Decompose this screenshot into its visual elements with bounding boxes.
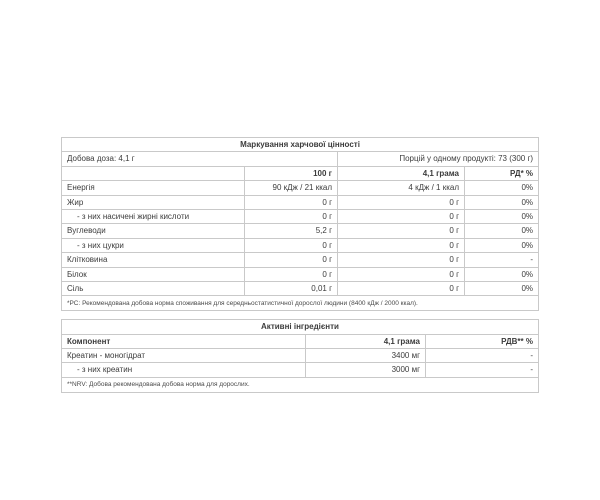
value-rd-percent: -: [465, 253, 539, 267]
row-label: Клітковина: [62, 253, 245, 267]
value-rd-percent: 0%: [465, 209, 539, 223]
nutrition-table: [61, 137, 539, 311]
column-header-rd-percent: РД* %: [465, 166, 539, 180]
label-tables-container: [61, 137, 538, 393]
table-row-energy: [62, 181, 539, 195]
value-per-serving: 4 кДж / 1 ккал: [338, 181, 465, 195]
table-row-salt: [62, 281, 539, 295]
servings-label: Порцій у одному продукті: 73 (300 г): [338, 152, 539, 166]
table-row-carbohydrates: [62, 224, 539, 238]
active-ingredients-table: [61, 319, 539, 393]
row-label: Енергія: [62, 181, 245, 195]
value-per-serving: 0 г: [338, 267, 465, 281]
row-label: Креатин - моногідрат: [62, 349, 306, 363]
table-row-saturated-fat: [62, 209, 539, 223]
ingredients-footnote-row: [62, 377, 539, 392]
value-per-serving: 0 г: [338, 209, 465, 223]
value-per-serving: 0 г: [338, 224, 465, 238]
value-rdv-percent: -: [426, 363, 539, 377]
row-label: Вуглеводи: [62, 224, 245, 238]
value-rd-percent: 0%: [465, 238, 539, 252]
table-row-protein: [62, 267, 539, 281]
value-per-serving: 0 г: [338, 238, 465, 252]
value-rd-percent: 0%: [465, 224, 539, 238]
row-label: Білок: [62, 267, 245, 281]
column-header-100g: 100 г: [245, 166, 338, 180]
nutrition-column-header-row: [62, 166, 539, 180]
value-per-100g: 0 г: [245, 238, 338, 252]
value-per-100g: 0 г: [245, 195, 338, 209]
value-per-serving: 0 г: [338, 253, 465, 267]
value-per-100g: 0 г: [245, 209, 338, 223]
value-per-100g: 0 г: [245, 253, 338, 267]
value-per-serving: 0 г: [338, 195, 465, 209]
column-header-component: Компонент: [62, 334, 306, 348]
column-header-rdv-percent: РДВ** %: [426, 334, 539, 348]
column-header-serving: 4,1 грама: [338, 166, 465, 180]
row-label: - з них насичені жирні кислоти: [62, 209, 245, 223]
value-rd-percent: 0%: [465, 267, 539, 281]
row-label: - з них креатин: [62, 363, 306, 377]
column-header-empty: [62, 166, 245, 180]
nutrition-table-title: Маркування харчової цінності: [62, 138, 539, 152]
nutrition-footnote-row: [62, 296, 539, 311]
row-label: Сіль: [62, 281, 245, 295]
nutrition-table-title-row: [62, 138, 539, 152]
nutrition-footnote: *РС: Рекомендована добова норма споживання для середньостатистичної дорослої людини (8400 кДж / 2000 ккал).: [62, 296, 539, 311]
value-per-100g: 0 г: [245, 267, 338, 281]
column-header-serving-amount: 4,1 грама: [306, 334, 426, 348]
value-amount: 3400 мг: [306, 349, 426, 363]
row-label: Жир: [62, 195, 245, 209]
ingredients-column-header-row: [62, 334, 539, 348]
ingredients-table-title: Активні інгредієнти: [62, 320, 539, 334]
value-rd-percent: 0%: [465, 181, 539, 195]
table-row-sugars: [62, 238, 539, 252]
value-amount: 3000 мг: [306, 363, 426, 377]
ingredients-footnote: **NRV: Добова рекомендована добова норма для дорослих.: [62, 377, 539, 392]
value-per-100g: 5,2 г: [245, 224, 338, 238]
table-row-fat: [62, 195, 539, 209]
daily-dose-label: Добова доза: 4,1 г: [62, 152, 338, 166]
table-row-creatine: [62, 363, 539, 377]
tables-gap: [61, 311, 538, 319]
value-per-100g: 90 кДж / 21 ккал: [245, 181, 338, 195]
value-rd-percent: 0%: [465, 195, 539, 209]
row-label: - з них цукри: [62, 238, 245, 252]
table-row-creatine-monohydrate: [62, 349, 539, 363]
table-row-fiber: [62, 253, 539, 267]
ingredients-table-title-row: [62, 320, 539, 334]
value-per-serving: 0 г: [338, 281, 465, 295]
value-rd-percent: 0%: [465, 281, 539, 295]
value-per-100g: 0,01 г: [245, 281, 338, 295]
value-rdv-percent: -: [426, 349, 539, 363]
dose-servings-row: [62, 152, 539, 166]
